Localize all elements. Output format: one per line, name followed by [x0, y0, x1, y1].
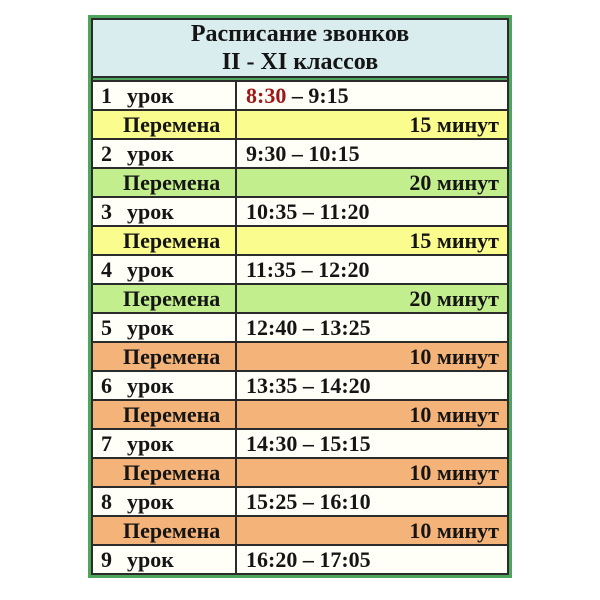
lesson-word: урок [127, 140, 174, 166]
lesson-label-cell [93, 430, 237, 457]
time-separator: – [297, 430, 320, 456]
lesson-row [93, 430, 507, 457]
lesson-row [93, 372, 507, 399]
time-end: 16:10 [319, 488, 371, 514]
break-label: Перемена [123, 227, 221, 253]
lesson-time-cell [237, 82, 507, 109]
lesson-number: 7 [101, 430, 112, 456]
lesson-word: урок [127, 372, 174, 398]
lesson-time-range [237, 431, 371, 457]
lesson-time-range [237, 199, 369, 225]
time-start: 8:30 [246, 82, 287, 108]
time-start: 15:25 [246, 488, 298, 514]
lesson-row [93, 256, 507, 283]
lesson-label-cell [93, 314, 237, 341]
break-label: Перемена [123, 459, 221, 485]
lesson-number: 8 [101, 488, 112, 514]
break-duration-cell [237, 227, 507, 254]
lesson-time-cell [237, 430, 507, 457]
break-label: Перемена [123, 285, 221, 311]
time-separator: – [297, 314, 320, 340]
time-start: 11:35 [246, 256, 297, 282]
break-label-cell [93, 111, 237, 138]
lesson-number: 9 [101, 546, 112, 572]
break-label-cell [93, 227, 237, 254]
break-row [93, 227, 507, 254]
lesson-number: 1 [101, 82, 112, 108]
break-row [93, 285, 507, 312]
time-start: 10:35 [246, 198, 298, 224]
break-duration: 15 минут [409, 111, 499, 137]
break-duration-cell [237, 285, 507, 312]
lesson-label-cell [93, 546, 237, 573]
lesson-row [93, 546, 507, 573]
lesson-label-cell [93, 256, 237, 283]
lesson-number: 6 [101, 372, 112, 398]
lesson-word: урок [127, 488, 174, 514]
time-separator: – [297, 372, 320, 398]
break-duration-cell [237, 459, 507, 486]
lesson-time-cell [237, 372, 507, 399]
lesson-row [93, 314, 507, 341]
lesson-number: 3 [101, 198, 112, 224]
lesson-time-range [237, 315, 371, 341]
time-separator: – [286, 82, 309, 108]
break-duration: 10 минут [409, 459, 499, 485]
break-label: Перемена [123, 343, 221, 369]
poster-title-line1: Расписание звонков [190, 20, 410, 47]
break-label-cell [93, 401, 237, 428]
time-separator: – [286, 140, 309, 166]
break-duration: 10 минут [409, 401, 499, 427]
time-end: 12:20 [318, 256, 370, 282]
lesson-time-range [237, 373, 371, 399]
time-end: 13:25 [319, 314, 371, 340]
lesson-time-range [237, 489, 371, 515]
lesson-time-cell [237, 140, 507, 167]
break-duration-cell [237, 517, 507, 544]
lesson-time-range [237, 257, 369, 283]
break-row [93, 401, 507, 428]
break-label-cell [93, 517, 237, 544]
lesson-time-cell [237, 314, 507, 341]
lesson-word: урок [127, 198, 174, 224]
lesson-word: урок [127, 314, 174, 340]
lesson-label-cell [93, 140, 237, 167]
break-label: Перемена [123, 401, 221, 427]
break-duration: 10 минут [409, 517, 499, 543]
time-start: 14:30 [246, 430, 298, 456]
time-start: 9:30 [246, 140, 287, 166]
poster-title-line2: II - XI классов [221, 49, 379, 75]
break-label: Перемена [123, 169, 221, 195]
lesson-time-range [237, 141, 360, 167]
lesson-word: урок [127, 546, 174, 572]
time-end: 9:15 [308, 82, 349, 108]
time-start: 16:20 [246, 546, 298, 572]
break-duration: 20 минут [409, 169, 499, 195]
lesson-label-cell [93, 198, 237, 225]
break-duration: 15 минут [409, 227, 499, 253]
time-start: 12:40 [246, 314, 298, 340]
lesson-time-cell [237, 256, 507, 283]
time-end: 15:15 [319, 430, 371, 456]
lesson-time-cell [237, 198, 507, 225]
break-label: Перемена [123, 517, 221, 543]
lesson-time-cell [237, 488, 507, 515]
break-duration-cell [237, 111, 507, 138]
break-label-cell [93, 169, 237, 196]
break-duration-cell [237, 401, 507, 428]
time-separator: – [297, 198, 320, 224]
lesson-word: урок [127, 430, 174, 456]
break-duration: 20 минут [409, 285, 499, 311]
break-duration-cell [237, 343, 507, 370]
break-row [93, 169, 507, 196]
time-end: 17:05 [319, 546, 371, 572]
lesson-row [93, 198, 507, 225]
lesson-number: 2 [101, 140, 112, 166]
lesson-row [93, 82, 507, 109]
time-separator: – [297, 546, 320, 572]
break-row [93, 459, 507, 486]
lesson-label-cell [93, 82, 237, 109]
break-label-cell [93, 285, 237, 312]
lesson-row [93, 140, 507, 167]
lesson-time-range [237, 547, 371, 573]
break-label: Перемена [123, 111, 221, 137]
lesson-time-cell [237, 546, 507, 573]
lesson-row [93, 488, 507, 515]
break-duration: 10 минут [409, 343, 499, 369]
lesson-number: 5 [101, 314, 112, 340]
time-start: 13:35 [246, 372, 298, 398]
break-row [93, 517, 507, 544]
lesson-word: урок [127, 82, 174, 108]
header-separator [93, 78, 507, 80]
break-row [93, 111, 507, 138]
time-end: 11:20 [319, 198, 370, 224]
lesson-time-range [237, 83, 349, 109]
lesson-word: урок [127, 256, 174, 282]
break-row [93, 343, 507, 370]
table-header [93, 20, 507, 76]
schedule-table [88, 15, 512, 578]
break-label-cell [93, 459, 237, 486]
time-separator: – [297, 488, 320, 514]
lesson-label-cell [93, 372, 237, 399]
time-separator: – [296, 256, 319, 282]
time-end: 10:15 [308, 140, 360, 166]
lesson-label-cell [93, 488, 237, 515]
break-label-cell [93, 343, 237, 370]
break-duration-cell [237, 169, 507, 196]
lesson-number: 4 [101, 256, 112, 282]
time-end: 14:20 [319, 372, 371, 398]
